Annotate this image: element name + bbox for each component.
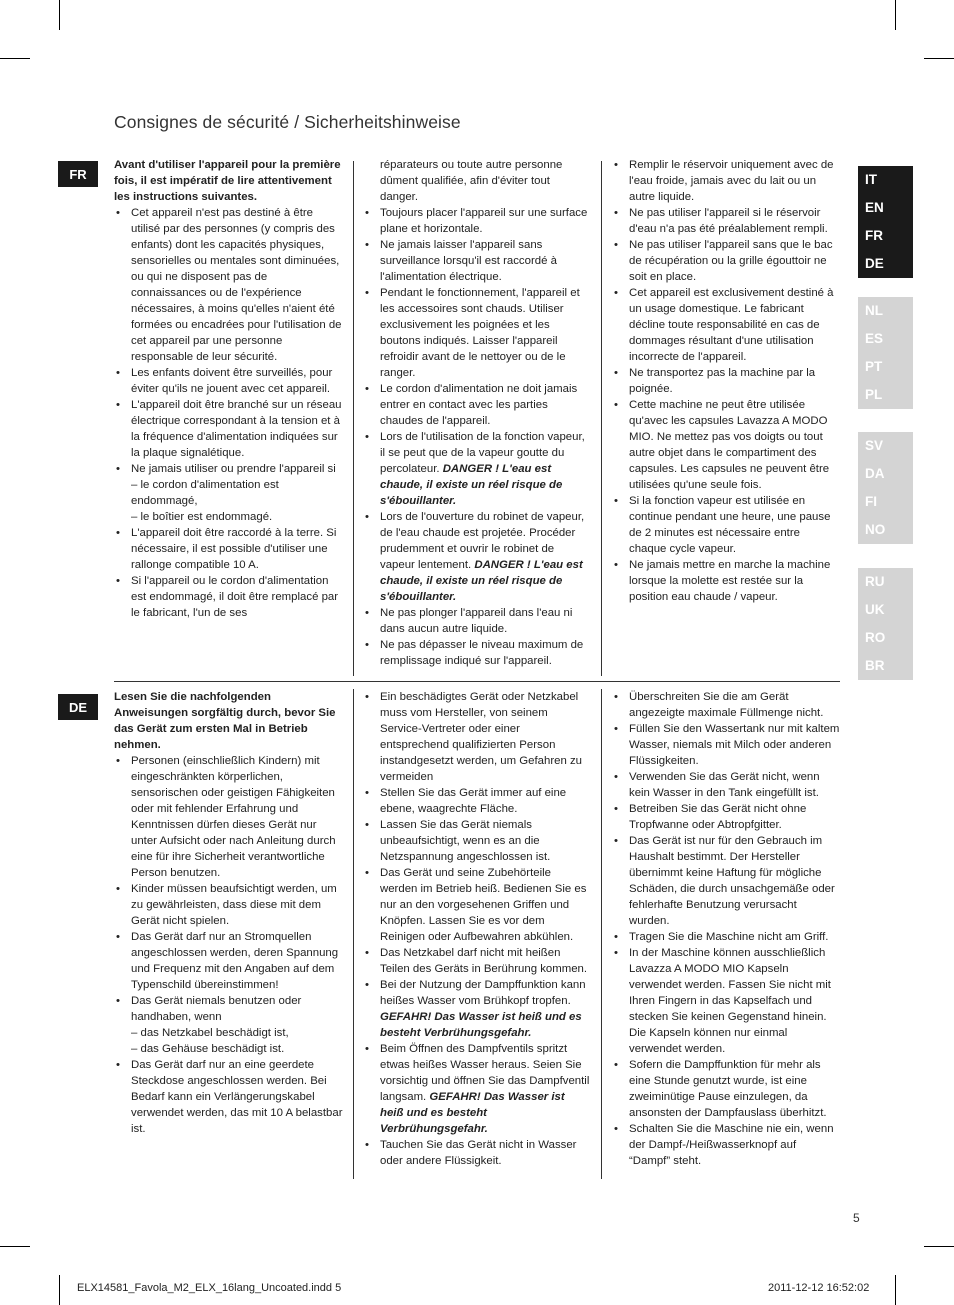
list-subitem: – le boîtier est endommagé. [131,511,273,523]
de-column-3 [612,689,840,1169]
list-item [363,509,591,605]
list-item: • Das Gerät darf nur an eine geerdete Steckdose angeschlossen werden. Bei Bedarf kann ein Verlängerungskabel verwendet werden, das mit 10 A belastbar ist. [114,1057,344,1137]
list-item [363,977,591,1041]
language-tab-es[interactable]: ES [865,331,884,346]
language-tab-ru[interactable]: RU [865,574,885,589]
list-item: • Pendant le fonctionnement, l'appareil et les accessoires sont chauds. Utiliser exclusivement les poignées et les boutons indiqués. Laisser l'appareil refroidir avant de le nettoyer ou de le ranger. [363,285,591,381]
crop-mark [924,58,954,59]
list-item-text: Bei der Nutzung der Dampffunktion kann heißes Wasser vom Brühkopf tropfen. [380,979,586,1007]
list-item: • Das Gerät und seine Zubehörteile werden im Betrieb heiß. Bedienen Sie es nur an den vorgesehenen Griffen und Knöpfen. Lassen Sie es vor dem Reinigen oder Aufbewahren abkühlen. [363,865,591,945]
list-subitem: – das Gehäuse beschädigt ist. [131,1043,285,1055]
list-item: • Si la fonction vapeur est utilisée en continue pendant une heure, une pause de 2 minutes est nécessaire entre chaque cycle vapeur. [612,493,840,557]
crop-mark [59,1275,60,1305]
list-item: • Betreiben Sie das Gerät nicht ohne Tropfwanne oder Abtropfgitter. [612,801,840,833]
list-item: • In der Maschine können ausschließlich Lavazza A MODO MIO Kapseln verwendet werden. Fassen Sie nicht mit Ihren Fingern in das Kapselfach und stecken Sie keinen Gegenstand hinein. Die Kapseln können nur einmal verwendet werden. [612,945,840,1057]
language-tab-sv[interactable]: SV [865,438,884,453]
language-tab-pt[interactable]: PT [865,359,883,374]
list-item-text: Lors de l'utilisation de la fonction vapeur, il se peut que de la vapeur goutte du percolateur. [380,431,585,475]
list-item: • Verwenden Sie das Gerät nicht, wenn kein Wasser in den Tank eingefüllt ist. [612,769,840,801]
language-tab-en[interactable]: EN [865,200,884,215]
language-tabs-group-4 [858,568,913,680]
language-tab-br[interactable]: BR [865,658,885,673]
section-label-fr: FR [58,161,98,187]
list-item: • Ne transportez pas la machine par la poignée. [612,365,840,397]
list-item: • Tragen Sie die Maschine nicht am Griff. [612,929,840,945]
language-tabs-group-2 [858,297,913,409]
de-column-2 [363,689,591,1169]
column-divider [353,161,354,676]
list-item: • Ne pas dépasser le niveau maximum de remplissage indiqué sur l'appareil. [363,637,591,669]
list-item: • Stellen Sie das Gerät immer auf eine ebene, waagrechte Fläche. [363,785,591,817]
crop-mark [924,1246,954,1247]
language-tabs-group-1 [858,166,913,278]
column-divider [353,689,354,1179]
fr-intro: Avant d'utiliser l'appareil pour la première fois, il est impératif de lire attentivement les instructions suivantes. [114,159,341,203]
list-item: • Schalten Sie die Maschine nie ein, wenn der Dampf-/Heißwasserknopf auf “Dampf” steht. [612,1121,840,1169]
list-item: • Lassen Sie das Gerät niemals unbeaufsichtigt, wenn es an die Netzspannung angeschlossen ist. [363,817,591,865]
list-item: • Kinder müssen beaufsichtigt werden, um zu gewährleisten, dass diese mit dem Gerät nicht spielen. [114,881,344,929]
list-item: • Cet appareil n'est pas destiné à être utilisé par des personnes (y compris des enfants) dont les capacités physiques, sensorielles ou mentales sont diminuées, ou qui ne disposent pas de connaissances ou de l'expérience nécessaires, à moins qu'elles n'aient été formées ou encadrées pour l'utilisation de cet appareil par une personne responsable de leur sécurité. [114,205,344,365]
list-item: • Überschreiten Sie die am Gerät angezeigte maximale Füllmenge nicht. [612,689,840,721]
page-title: Consignes de sécurité / Sicherheitshinweise [114,112,461,132]
list-item: • Ne jamais laisser l'appareil sans surveillance lorsqu'il est raccordé à l'alimentation électrique. [363,237,591,285]
list-item: • Remplir le réservoir uniquement avec de l'eau froide, jamais avec du lait ou un autre liquide. [612,157,840,205]
language-tab-fr[interactable]: FR [865,228,883,243]
list-item-text: Lors de l'ouverture du robinet de vapeur, de l'eau chaude est projetée. Procéder prudemment et ouvrir le robinet de vapeur lentement. [380,511,585,571]
footer-filename: ELX14581_Favola_M2_ELX_16lang_Uncoated.indd 5 [77,1282,342,1294]
list-item: • Personen (einschließlich Kindern) mit eingeschränkten körperlichen, sensorischen oder geistigen Fähigkeiten oder mit fehlender Erfahrung und Kenntnissen dürfen dieses Gerät nur unter Aufsicht oder nach Anleitung durch eine für ihre Sicherheit verantwortliche Person benutzen. [114,753,344,881]
list-item: • Ein beschädigtes Gerät oder Netzkabel muss vom Hersteller, von seinem Service-Vertreter oder einer entsprechend qualifizierten Person instandgesetzt werden, um Gefahren zu vermeiden [363,689,591,785]
footer-timestamp: 2011-12-12 16:52:02 [768,1282,870,1294]
language-tabs-group-3 [858,432,913,544]
list-subitem: – le cordon d'alimentation est endommagé, [131,479,279,507]
list-item: • L'appareil doit être branché sur un réseau électrique correspondant à la tension et à la fréquence d'alimentation indiquées sur la plaque signalétique. [114,397,344,461]
crop-mark [895,0,896,30]
list-item: • Tauchen Sie das Gerät nicht in Wasser oder andere Flüssigkeit. [363,1137,591,1169]
list-item: • Cet appareil est exclusivement destiné à un usage domestique. Le fabricant décline toute responsabilité en cas de dommages résultant d'une utilisation incorrecte de l'appareil. [612,285,840,365]
crop-mark [895,1275,896,1305]
language-tab-uk[interactable]: UK [865,602,885,617]
list-item-continuation: réparateurs ou toute autre personne dûment qualifiée, afin d'éviter tout danger. [380,159,563,203]
crop-mark [59,0,60,30]
list-item: • Sofern die Dampffunktion für mehr als eine Stunde genutzt wurde, ist eine zweiminütige Pause einzulegen, da ansonsten der Dampfauslass überhitzt. [612,1057,840,1121]
page-number: 5 [853,1211,860,1225]
language-tab-pl[interactable]: PL [865,387,883,402]
danger-warning: GEFAHR! Das Wasser ist heiß und es besteht Verbrühungsgefahr. [380,1011,582,1039]
list-item: • Füllen Sie den Wassertank nur mit kaltem Wasser, niemals mit Milch oder anderen Flüssigkeiten. [612,721,840,769]
fr-column-1 [114,157,344,621]
language-tab-no[interactable]: NO [865,522,886,537]
list-item: • Das Netzkabel darf nicht mit heißen Teilen des Geräts in Berührung kommen. [363,945,591,977]
column-divider [601,161,602,676]
list-item: • Si l'appareil ou le cordon d'alimentation est endommagé, il doit être remplacé par le fabricant, l'un de ses [114,573,344,621]
language-tab-fi[interactable]: FI [865,494,877,509]
danger-warning: DANGER ! L'eau est chaude, il existe un réel risque de s'ébouillanter. [380,559,583,603]
language-tab-nl[interactable]: NL [865,303,883,318]
list-item [363,1041,591,1137]
list-item: • Ne jamais utiliser ou prendre l'appareil si [114,461,344,477]
list-subitem: – das Netzkabel beschädigt ist, [131,1027,289,1039]
language-tab-de[interactable]: DE [865,256,884,271]
list-item: • Le cordon d'alimentation ne doit jamais entrer en contact avec les parties chaudes de l'appareil. [363,381,591,429]
list-item-text: Beim Öffnen des Dampfventils spritzt etwas heißes Wasser heraus. Seien Sie vorsichtig und öffnen Sie das Dampfventil langsam. [380,1043,590,1103]
list-item: • Ne jamais mettre en marche la machine lorsque la molette est restée sur la position eau chaude / vapeur. [612,557,840,605]
list-item: • L'appareil doit être raccordé à la terre. Si nécessaire, il est possible d'utiliser une rallonge compatible 10 A. [114,525,344,573]
list-item: • Das Gerät niemals benutzen oder handhaben, wenn [114,993,344,1025]
list-item: • Toujours placer l'appareil sur une surface plane et horizontale. [363,205,591,237]
list-item: • Les enfants doivent être surveillés, pour éviter qu'ils ne jouent avec cet appareil. [114,365,344,397]
fr-column-3 [612,157,840,605]
crop-mark [0,58,30,59]
list-item: • Ne pas utiliser l'appareil si le réservoir d'eau n'a pas été préalablement rempli. [612,205,840,237]
de-intro: Lesen Sie die nachfolgenden Anweisungen sorgfältig durch, bevor Sie das Gerät zum ersten Mal in Betrieb nehmen. [114,691,336,751]
column-divider [601,689,602,1179]
list-item: • Cette machine ne peut être utilisée qu'avec les capsules Lavazza A MODO MIO. Ne mettez pas vos doigts ou tout autre objet dans le compartiment des capsules. Les capsules ne peuvent être utilisées qu'une seule fois. [612,397,840,493]
fr-column-2 [363,157,591,669]
danger-warning: DANGER ! L'eau est chaude, il existe un réel risque de s'ébouillanter. [380,463,563,507]
list-item [363,429,591,509]
language-tab-da[interactable]: DA [865,466,885,481]
list-item: • Ne pas plonger l'appareil dans l'eau ni dans aucun autre liquide. [363,605,591,637]
list-item: • Das Gerät ist nur für den Gebrauch im Haushalt bestimmt. Der Hersteller übernimmt keine Haftung für mögliche Schäden, die durch unsachgemäße oder fehlerhafte Benutzung verursacht wurden. [612,833,840,929]
language-tab-it[interactable]: IT [865,172,877,187]
section-label-de: DE [58,694,98,720]
de-column-1 [114,689,344,1137]
section-divider [114,681,840,682]
crop-mark [0,1246,30,1247]
language-tab-ro[interactable]: RO [865,630,886,645]
list-item: • Das Gerät darf nur an Stromquellen angeschlossen werden, deren Spannung und Frequenz mit den Angaben auf dem Typenschild übereinstimmen! [114,929,344,993]
list-item: • Ne pas utiliser l'appareil sans que le bac de récupération ou la grille égouttoir ne soit en place. [612,237,840,285]
danger-warning: GEFAHR! Das Wasser ist heiß und es besteht Verbrühungsgefahr. [380,1091,565,1135]
